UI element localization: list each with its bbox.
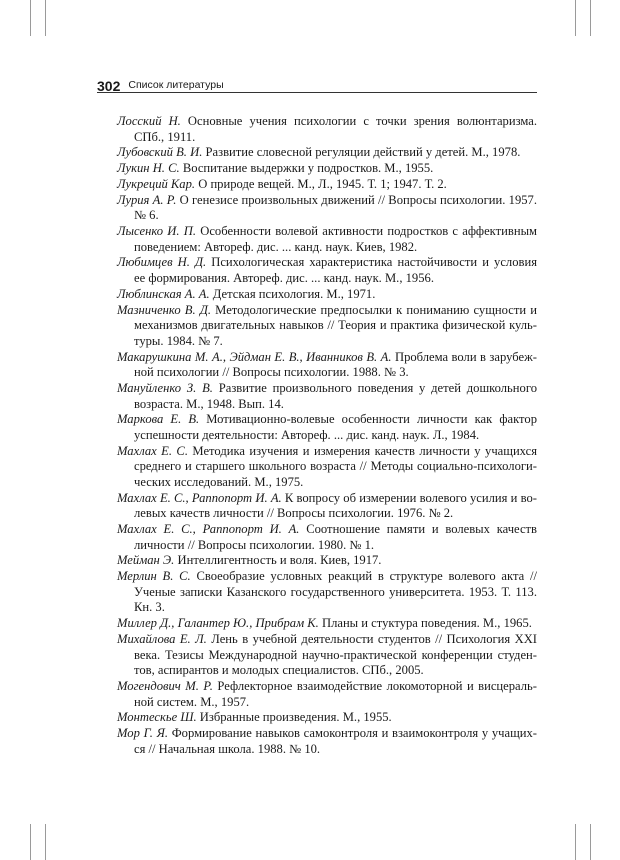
reference-entry [117,193,537,224]
reference-text: Психологическая характеристика настойчивости и условия ее формирования. Автореф. дис. ... канд. наук. М., 1956. [134,255,537,286]
reference-text: Развитие словесной регуляции действий у детей. М., 1978. [205,145,521,160]
reference-entry [117,553,537,569]
crop-mark [45,0,46,36]
reference-entry [117,177,537,193]
reference-text: Избранные произведения. М., 1955. [199,710,392,725]
reference-text: Рефлекторное взаимодействие локомоторной и висцеральной систем. М., 1957. [134,678,537,709]
reference-author: Лукин Н. С. [117,161,180,176]
reference-entry [117,350,537,381]
reference-text: Особенности волевой активности подростков с аффективным поведением: Автореф. дис. ... канд. наук. Киев, 1982. [134,224,537,254]
reference-author: Махлах Е. С., Раппопорт И. А. [117,490,282,505]
reference-entry [117,710,537,726]
reference-entry [117,491,537,522]
reference-author: Лосский Н. [117,114,181,128]
reference-text: Воспитание выдержки у подростков. М., 1955. [182,161,434,176]
reference-author: Мейман Э. [117,553,175,568]
reference-author: Мазниченко В. Д. [117,302,211,317]
crop-mark [45,824,46,860]
reference-author: Монтескье Ш. [117,710,197,725]
reference-author: Лурия А. Р. [117,192,177,207]
reference-entry [117,412,537,443]
reference-entry [117,726,537,757]
reference-author: Мануйленко З. В. [117,380,213,395]
page-number: 302 [97,78,121,94]
reference-entry [117,161,537,177]
reference-author: Михайлова Е. Л. [117,631,207,646]
reference-text: Мотивационно-волевые особенности личности как фактор успешности деятельности: Автореф. ... дис. канд. наук. Л., 1984. [134,412,537,442]
crop-mark [575,824,576,860]
crop-mark [590,824,591,860]
crop-mark [590,0,591,36]
reference-text: Своеобразие условных реакций в структуре волевого акта // Ученые записки Казанского государственного университета. 1953. Т. 113. Кн. 3. [134,569,537,615]
reference-author: Любимцев Н. Д. [117,255,207,270]
reference-entry [117,444,537,491]
reference-author: Махлах Е. С., Раппопорт И. А. [117,522,300,537]
reference-author: Махлах Е. С. [117,443,188,458]
reference-author: Лукреций Кар. [117,176,196,191]
reference-author: Люблинская А. А. [117,286,210,301]
reference-author: Маркова Е. В. [117,412,200,427]
section-title: Список литературы [128,79,224,91]
reference-text: Интеллигентность и воля. Киев, 1917. [177,553,382,568]
reference-entry [117,522,537,553]
reference-entry [117,616,537,632]
reference-author: Могендович М. Р. [117,678,213,693]
reference-text: О природе вещей. М., Л., 1945. Т. 1; 1947. Т. 2. [198,176,447,191]
reference-author: Мор Г. Я. [117,726,169,741]
reference-text: Методика изучения и измерения качеств личности у учащихся среднего и старшего школьного возраста // Методы социально-психологических исследований. М., 1975. [134,443,538,489]
reference-author: Лубовский В. И. [117,145,203,160]
reference-entry [117,632,537,679]
reference-entry [117,303,537,350]
reference-author: Мерлин В. С. [117,569,191,584]
crop-mark [30,824,31,860]
reference-text: Проблема воли в зарубежной психологии // Вопросы психологии. 1988. № 3. [134,349,537,380]
reference-text: Соотношение памяти и волевых качеств личности // Вопросы психологии. 1980. № 1. [134,522,537,552]
reference-text: О генезисе произвольных движений // Вопросы психологии. 1957. № 6. [134,192,537,223]
reference-text: Планы и стуктура поведения. М., 1965. [321,616,532,631]
reference-entry [117,145,537,161]
reference-entry [117,224,537,255]
reference-text: Методологические предпосылки к пониманию сущности и механизмов двигательных навыков // Теория и практика физической культуры. 1984. № 7. [134,302,538,348]
reference-list [117,114,537,757]
reference-text: Детская психология. М., 1971. [212,286,376,301]
reference-author: Макарушкина М. А., Эйдман Е. В., Иванников В. А. [117,349,392,364]
reference-entry [117,287,537,303]
running-header [97,78,537,93]
reference-text: Лень в учебной деятельности студентов // Психология XXI века. Тезисы Международной научно-практической конференции студентов, аспирантов и молодых специалистов. СПб., 2005. [134,631,538,678]
reference-entry [117,381,537,412]
reference-author: Лысенко И. П. [117,224,196,239]
reference-text: Развитие произвольного поведения у детей дошкольного возраста. М., 1948. Вып. 14. [134,380,537,411]
crop-mark [575,0,576,36]
reference-text: Формирование навыков самоконтроля и взаимоконтроля у учащихся // Начальная школа. 1988. № 10. [134,726,537,756]
reference-entry [117,569,537,616]
reference-entry [117,255,537,286]
reference-text: Основные учения психологии с точки зрения волюнтаризма. СПб., 1911. [134,114,537,144]
reference-author: Миллер Д., Галантер Ю., Прибрам К. [117,616,319,631]
reference-entry [117,679,537,710]
crop-mark [30,0,31,36]
reference-text: К вопросу об измерении волевого усилия и волевых качеств личности // Вопросы психологии. 1976. № 2. [134,490,537,521]
reference-entry [117,114,537,145]
